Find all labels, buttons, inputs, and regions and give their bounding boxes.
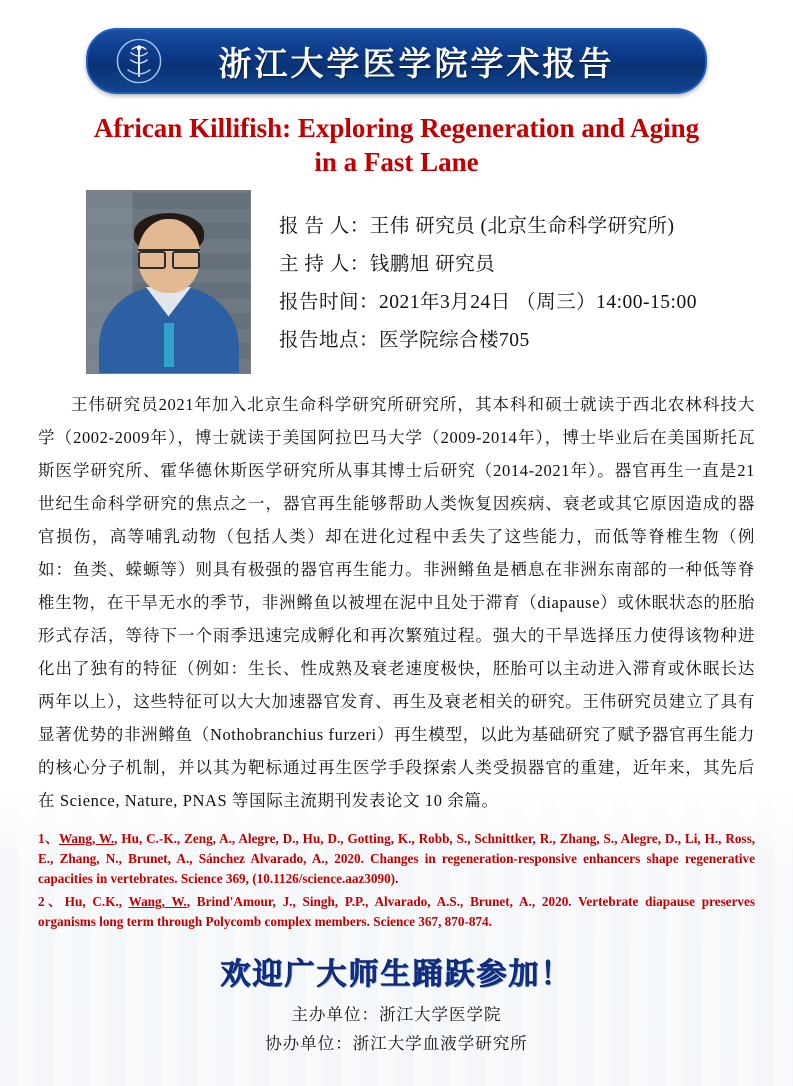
page-title — [34, 112, 759, 180]
speaker-biography: 王伟研究员2021年加入北京生命科学研究所研究所，其本科和硕士就读于西北农林科技大学（2002-2009年），博士就读于美国阿拉巴马大学（2009-2014年），博士毕业后在美国斯托瓦斯医学研究所、霍华德休斯医学研究所从事其博士后研究（2014-2021年）。器官再生一直是21世纪生命科学研究的焦点之一，器官再生能够帮助人类恢复因疾病、衰老或其它原因造成的器官损伤，高等哺乳动物（包括人类）却在进化过程中丢失了这些能力，而低等脊椎生物（例如：鱼类、蝾螈等）则具有极强的器官再生能力。非洲鳉鱼是栖息在非洲东南部的一种低等脊椎生物，在干旱无水的季节，非洲鳉鱼以被埋在泥中且处于滞育（diapause）或休眠状态的胚胎形式存活，等待下一个雨季迅速完成孵化和再次繁殖过程。强大的干旱选择压力使得该物种进化出了独有的特征（例如：生长、性成熟及衰老速度极快，胚胎可以主动进入滞育或休眠长达两年以上），这些特征可以大大加速器官发育、再生及衰老相关的研究。王伟研究员建立了具有显著优势的非洲鳉鱼（Nothobranchius furzeri）再生模型，以此为基础研究了赋予器官再生能力的核心分子机制，并以其为靶标通过再生医学手段探索人类受损器官的重建，近年来，其先后在 Science, Nature, PNAS 等国际主流期刊发表论文 10 余篇。 — [38, 394, 755, 810]
caduceus-emblem-icon — [116, 38, 162, 84]
header-banner — [86, 28, 707, 94]
reference-1-author-highlight: Wang, W. — [58, 830, 115, 846]
banner-title: 浙江大学医学院学术报告 — [218, 46, 615, 83]
speaker-portrait — [86, 190, 251, 374]
reference-2-author-highlight: Wang, W. — [128, 893, 187, 909]
talk-title-line2: in a Fast Lane — [314, 146, 479, 177]
publication-list — [38, 829, 755, 933]
reference-2-prefix: Hu, C.K., — [64, 893, 129, 909]
reference-item-2 — [38, 892, 755, 933]
reference-1-rest: , Hu, C.-K., Zeng, A., Alegre, D., Hu, D., Gotting, K., Robb, S., Schnittker, R., Zhang, S., Alegre, D., Li, H., Ross, E., Zhang, N., Brunet, A., Sánchez Alvarado, A., 2020. Changes in regeneration-responsive enhancers shape regenerative capacities in vertebrates. Science 369, (10.1126/science.aaz3090). — [38, 830, 755, 887]
detail-venue: 报告地点：医学院综合楼705 — [279, 329, 530, 351]
welcome-slogan: 欢迎广大师生踊跃参加！ — [220, 957, 573, 991]
footer-organizations — [26, 1001, 767, 1059]
detail-time: 报告时间：2021年3月24日 （周三）14:00-15:00 — [279, 291, 697, 313]
detail-speaker: 报 告 人：王伟 研究员 (北京生命科学研究所) — [279, 215, 675, 237]
footer-co-organizer: 协办单位：浙江大学血液学研究所 — [265, 1033, 528, 1053]
talk-title-line1: African Killifish: Exploring Regeneration and Aging — [93, 113, 700, 143]
detail-host: 主 持 人：钱鹏旭 研究员 — [279, 253, 496, 275]
reference-item-1 — [38, 829, 755, 890]
speaker-info-row — [26, 190, 767, 374]
poster-page — [0, 28, 793, 1086]
reference-2-rest: , Brind'Amour, J., Singh, P.P., Alvarado, A.S., Brunet, A., 2020. Vertebrate diapause preserves organisms long term through Polycomb complex members. Science 367, 870-874. — [38, 893, 756, 930]
reference-2-number: 2、 — [38, 893, 65, 909]
footer-organizer: 主办单位：浙江大学医学院 — [291, 1004, 502, 1024]
talk-details — [279, 208, 697, 360]
reference-1-number: 1、 — [38, 830, 59, 846]
